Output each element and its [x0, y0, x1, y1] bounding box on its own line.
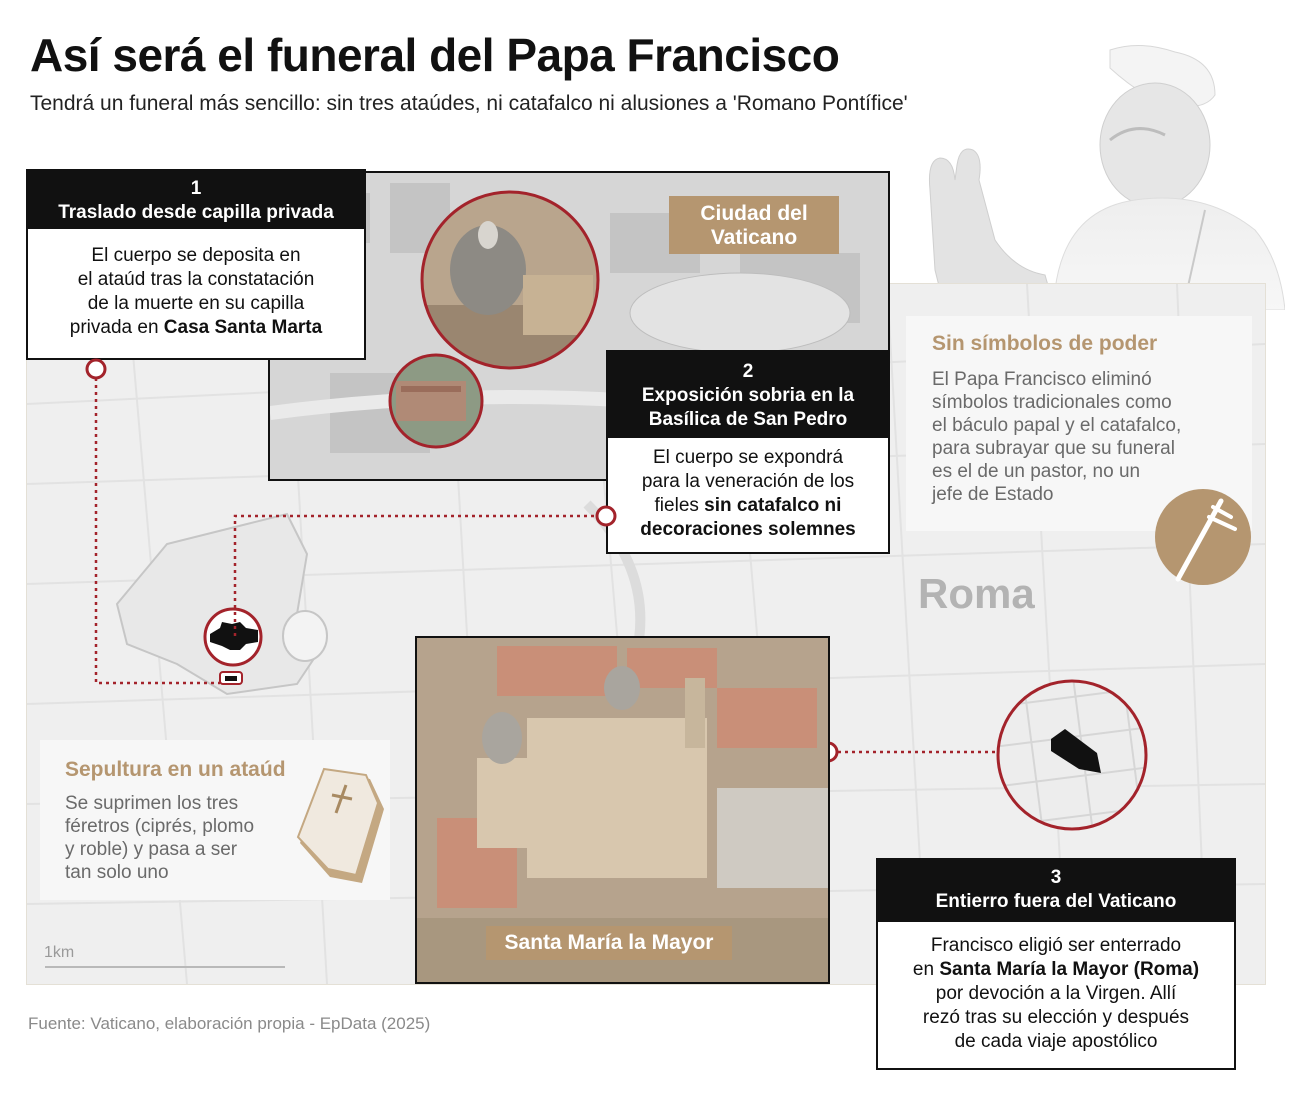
- basilica-map-marker: [202, 606, 264, 688]
- step-3-text-bold: Santa María la Mayor (Roma): [939, 959, 1200, 980]
- step-3-card: [876, 858, 1236, 1070]
- step-3-text-line: Francisco eligió ser enterrado: [930, 935, 1182, 956]
- burial-text-line: Se suprimen los tres: [65, 793, 239, 814]
- step-2-text-line: [614, 518, 882, 542]
- step-2-text-line: [614, 494, 882, 518]
- step-2-title-line: Exposición sobria en la: [641, 385, 855, 406]
- burial-text-line: y roble) y pasa a ser: [65, 839, 238, 860]
- coffin-icon: [296, 765, 388, 887]
- step-3-text-prefix: en: [912, 959, 940, 980]
- power-text-line: El Papa Francisco eliminó: [932, 369, 1152, 390]
- st-peter-zoom: [413, 185, 607, 375]
- pope-illustration: [905, 40, 1285, 310]
- step-2-text-bold: decoraciones solemnes: [640, 519, 856, 540]
- step-2-text-line: para la veneración de los: [641, 471, 855, 492]
- burial-text-line: tan solo uno: [65, 862, 169, 883]
- step-1-number: 1: [190, 178, 202, 199]
- papal-staff-icon: [1153, 487, 1253, 587]
- step-1-text-prefix: privada en: [69, 317, 164, 338]
- source-credit: Fuente: Vaticano, elaboración propia - EpData (2025): [28, 1014, 431, 1033]
- step-3-text-line: [884, 958, 1228, 982]
- burial-title: Sepultura en un ataúd: [65, 758, 286, 781]
- step-3-text-line: rezó tras su elección y después: [922, 1007, 1190, 1028]
- step-1-header: [28, 171, 364, 229]
- power-symbols-text: [932, 368, 1181, 506]
- santa-maria-tag: Santa María la Mayor: [486, 926, 732, 960]
- step-3-text-line: de cada viaje apostólico: [954, 1031, 1158, 1052]
- step-2-body: [608, 438, 888, 552]
- step-2-title-line: Basílica de San Pedro: [648, 409, 848, 430]
- step-1-text-line: [38, 316, 354, 340]
- roma-label: Roma: [918, 570, 1035, 617]
- step-1-text-line: de la muerte en su capilla: [87, 293, 305, 314]
- step-1-body: [28, 229, 364, 358]
- power-text-line: para subrayar que su funeral: [932, 438, 1175, 459]
- power-text-line: jefe de Estado: [932, 484, 1054, 505]
- power-symbols-title: Sin símbolos de poder: [932, 332, 1158, 355]
- page-subtitle: Tendrá un funeral más sencillo: sin tres ataúdes, ni catafalco ni alusiones a 'Romano Pontífice': [30, 92, 908, 115]
- scale-label: 1km: [44, 944, 75, 961]
- step-3-text-line: por devoción a la Virgen. Allí: [935, 983, 1177, 1004]
- santa-maria-map-zoom: [993, 677, 1151, 833]
- vatican-tag-line-1: Ciudad del: [700, 202, 808, 225]
- step-1-title: Traslado desde capilla privada: [58, 202, 334, 223]
- step-3-title: Entierro fuera del Vaticano: [935, 891, 1177, 912]
- step-2-text-bold: sin catafalco ni: [704, 495, 842, 516]
- step-3-body: [878, 922, 1234, 1068]
- step-1-text-line: El cuerpo se deposita en: [91, 245, 301, 266]
- step-2-card: [606, 350, 890, 554]
- step-2-header: [608, 352, 888, 438]
- vatican-tag-line-2: Vaticano: [710, 226, 798, 249]
- step-3-number: 3: [1050, 867, 1062, 888]
- step-1-text-line: el ataúd tras la constatación: [77, 269, 315, 290]
- step-1-text-bold: Casa Santa Marta: [163, 317, 323, 338]
- power-text-line: el báculo papal y el catafalco,: [932, 415, 1182, 436]
- vatican-city-tag: [669, 196, 839, 254]
- step-1-card: [26, 169, 366, 360]
- step-2-number: 2: [742, 361, 754, 382]
- power-text-line: símbolos tradicionales como: [932, 392, 1172, 413]
- page-title: Así será el funeral del Papa Francisco: [30, 29, 840, 81]
- step-2-text-prefix: fieles: [654, 495, 705, 516]
- step-3-header: [878, 860, 1234, 922]
- power-text-line: es el de un pastor, no un: [932, 461, 1141, 482]
- santa-marta-zoom: [386, 351, 486, 451]
- burial-text-line: féretros (ciprés, plomo: [65, 816, 255, 837]
- burial-text: [65, 792, 254, 884]
- step-2-text-line: El cuerpo se expondrá: [652, 447, 844, 468]
